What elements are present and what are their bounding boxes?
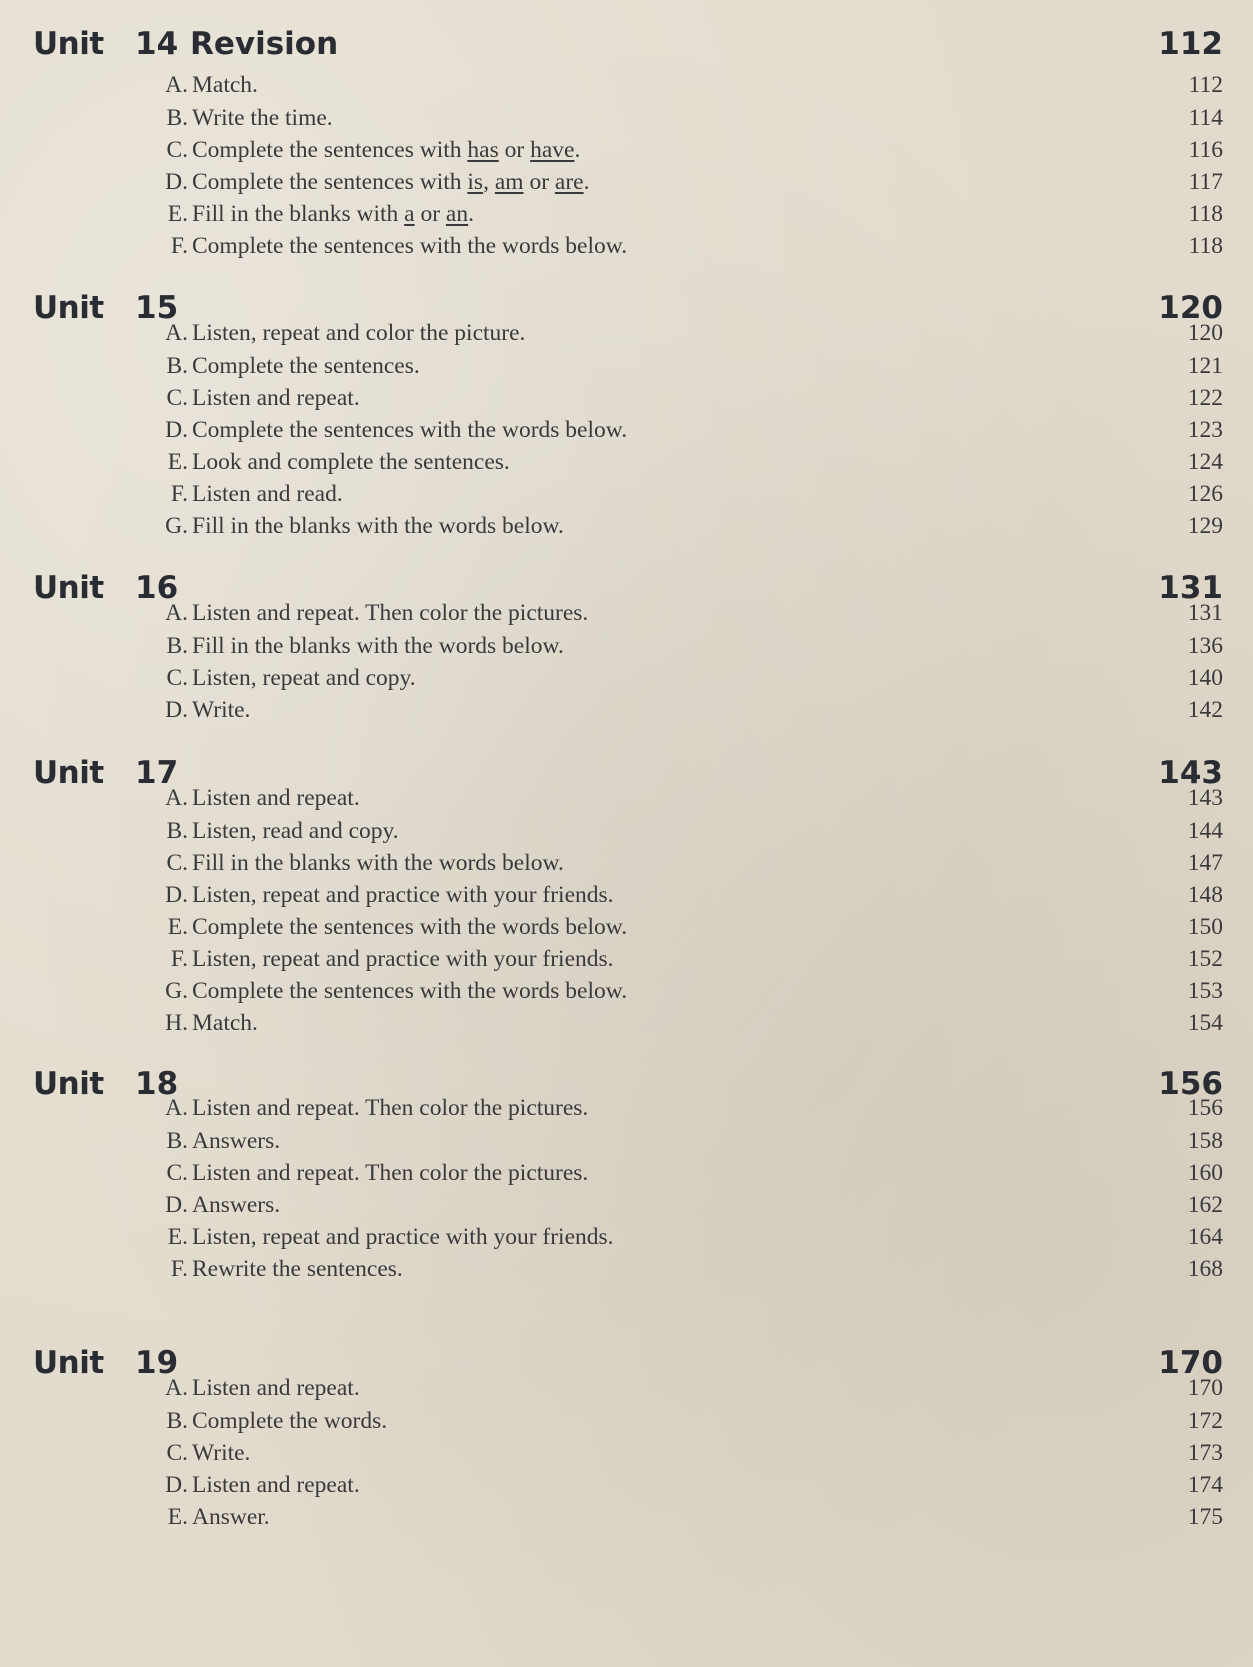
entry-text: Listen, repeat and practice with your friends.	[192, 882, 614, 908]
unit-number: 14	[135, 26, 179, 62]
entry-page-number: 156	[1187, 1095, 1223, 1121]
entry-text-part: or	[498, 137, 531, 163]
entry-text: Complete the sentences with the words below.	[192, 978, 628, 1004]
entry-page-number: 131	[1187, 600, 1223, 626]
unit-heading	[0, 26, 1253, 70]
entry-letter: D.	[165, 697, 188, 723]
entry-text-part: ,	[483, 169, 495, 195]
entry-letter: D.	[165, 1192, 188, 1218]
entry-letter: C.	[166, 1440, 188, 1466]
unit-page-number: 112	[1158, 26, 1223, 62]
entry-letter: C.	[166, 385, 188, 411]
entry-page-number: 147	[1187, 850, 1223, 876]
entry-page-number: 153	[1187, 978, 1223, 1004]
unit-number: 16	[135, 570, 179, 606]
entry-letter: E.	[167, 449, 188, 475]
entry-text-part: .	[583, 169, 590, 195]
entry-letter: B.	[166, 353, 188, 379]
entry-text: Fill in the blanks with the words below.	[192, 633, 564, 659]
entry-letter: C.	[166, 850, 188, 876]
entry-letter: D.	[165, 1472, 188, 1498]
entry-page-number: 160	[1187, 1160, 1223, 1186]
contents-entry	[0, 385, 1253, 417]
entry-text: Answers.	[192, 1192, 281, 1218]
entry-text: Rewrite the sentences.	[192, 1256, 403, 1282]
unit-label: Unit	[33, 755, 104, 791]
entry-text: Listen and repeat.	[192, 1472, 360, 1498]
unit-title: Revision	[190, 26, 339, 62]
entry-letter: G.	[165, 513, 188, 539]
entry-text-part: Complete the sentences with	[192, 137, 468, 163]
contents-entry	[0, 1375, 1253, 1407]
entry-letter: H.	[165, 1010, 188, 1036]
entry-page-number: 114	[1188, 105, 1223, 131]
entry-page-number: 136	[1187, 633, 1223, 659]
entry-letter: B.	[166, 1128, 188, 1154]
unit-label: Unit	[33, 570, 104, 606]
contents-entry	[0, 1256, 1253, 1288]
entry-text-part: .	[574, 137, 581, 163]
entry-text: Write the time.	[192, 105, 333, 131]
underlined-word: have	[530, 137, 575, 163]
entry-text: Listen and repeat. Then color the pictures.	[192, 600, 589, 626]
entry-text: Complete the words.	[192, 1408, 388, 1434]
entry-text: Listen and repeat. Then color the pictures.	[192, 1095, 589, 1121]
entry-letter: D.	[165, 882, 188, 908]
entry-text: Listen, repeat and practice with your friends.	[192, 946, 614, 972]
entry-letter: A.	[165, 785, 188, 811]
entry-page-number: 148	[1187, 882, 1223, 908]
entry-text: Look and complete the sentences.	[192, 449, 510, 475]
unit-page-number: 120	[1158, 290, 1223, 326]
contents-entry	[0, 137, 1253, 169]
entry-letter: B.	[166, 633, 188, 659]
contents-entry	[0, 633, 1253, 665]
entry-page-number: 123	[1187, 417, 1223, 443]
entry-text: Complete the sentences with the words below.	[192, 233, 628, 259]
entry-text: Complete the sentences with the words below.	[192, 914, 628, 940]
entry-text: Listen and repeat.	[192, 785, 360, 811]
entry-page-number: 124	[1187, 449, 1223, 475]
entry-page-number: 118	[1188, 233, 1223, 259]
entry-text: Match.	[192, 72, 258, 98]
contents-entry	[0, 697, 1253, 729]
unit-page-number: 143	[1158, 755, 1223, 791]
contents-entry	[0, 785, 1253, 817]
contents-entry	[0, 818, 1253, 850]
underlined-word: an	[445, 201, 469, 227]
entry-text	[192, 137, 580, 164]
entry-text: Fill in the blanks with the words below.	[192, 513, 564, 539]
entry-text: Listen, repeat and practice with your friends.	[192, 1224, 614, 1250]
entry-letter: F.	[170, 946, 188, 972]
unit-number: 15	[135, 290, 179, 326]
contents-entry	[0, 882, 1253, 914]
entry-text: Write.	[192, 697, 251, 723]
entry-page-number: 173	[1187, 1440, 1223, 1466]
underlined-word: are	[554, 169, 584, 195]
entry-text: Answers.	[192, 1128, 281, 1154]
entry-page-number: 172	[1187, 1408, 1223, 1434]
contents-entry	[0, 1128, 1253, 1160]
entry-page-number: 126	[1187, 481, 1223, 507]
entry-letter: F.	[170, 233, 188, 259]
entry-text-part: .	[468, 201, 474, 227]
contents-entry	[0, 600, 1253, 632]
unit-label: Unit	[33, 1345, 104, 1381]
entry-text: Answer.	[192, 1504, 270, 1530]
entry-text: Complete the sentences.	[192, 353, 420, 379]
entry-letter: F.	[170, 481, 188, 507]
contents-entry	[0, 417, 1253, 449]
contents-entry	[0, 665, 1253, 697]
entry-page-number: 143	[1187, 785, 1223, 811]
contents-entry	[0, 169, 1253, 201]
entry-page-number: 158	[1187, 1128, 1223, 1154]
entry-page-number: 175	[1187, 1504, 1223, 1530]
entry-letter: A.	[165, 320, 188, 346]
contents-entry	[0, 1095, 1253, 1127]
contents-entry	[0, 72, 1253, 104]
contents-entry	[0, 914, 1253, 946]
entry-page-number: 142	[1187, 697, 1223, 723]
entry-page-number: 150	[1187, 914, 1223, 940]
contents-entry	[0, 1440, 1253, 1472]
contents-entry	[0, 481, 1253, 513]
entry-page-number: 122	[1187, 385, 1223, 411]
contents-entry	[0, 1472, 1253, 1504]
entry-page-number: 168	[1187, 1256, 1223, 1282]
entry-letter: D.	[165, 169, 188, 195]
entry-letter: A.	[165, 1095, 188, 1121]
entry-text: Listen and repeat.	[192, 385, 360, 411]
entry-page-number: 140	[1187, 665, 1223, 691]
entry-page-number: 117	[1188, 169, 1223, 195]
entry-page-number: 129	[1187, 513, 1223, 539]
unit-page-number: 156	[1158, 1066, 1223, 1102]
contents-entry	[0, 1504, 1253, 1536]
entry-page-number: 170	[1187, 1375, 1223, 1401]
contents-entry	[0, 1010, 1253, 1042]
entry-letter: A.	[165, 1375, 188, 1401]
entry-page-number: 120	[1187, 320, 1223, 346]
unit-label: Unit	[33, 290, 104, 326]
entry-text: Listen and repeat. Then color the pictures.	[192, 1160, 589, 1186]
entry-letter: D.	[165, 417, 188, 443]
entry-page-number: 144	[1187, 818, 1223, 844]
entry-letter: C.	[166, 137, 188, 163]
entry-letter: C.	[166, 665, 188, 691]
entry-letter: C.	[166, 1160, 188, 1186]
entry-text: Listen and read.	[192, 481, 343, 507]
entry-letter: A.	[165, 600, 188, 626]
contents-entry	[0, 233, 1253, 265]
underlined-word: has	[467, 137, 499, 163]
contents-entry	[0, 978, 1253, 1010]
entry-page-number: 112	[1188, 72, 1223, 98]
unit-page-number: 131	[1158, 570, 1223, 606]
entry-text	[192, 201, 474, 228]
entry-page-number: 152	[1187, 946, 1223, 972]
entry-letter: E.	[167, 1224, 188, 1250]
contents-entry	[0, 1224, 1253, 1256]
unit-number: 18	[135, 1066, 179, 1102]
entry-text: Listen, repeat and copy.	[192, 665, 416, 691]
entry-text: Listen, repeat and color the picture.	[192, 320, 526, 346]
entry-text: Match.	[192, 1010, 258, 1036]
contents-entry	[0, 353, 1253, 385]
entry-letter: F.	[170, 1256, 188, 1282]
underlined-word: is	[467, 169, 484, 195]
entry-page-number: 164	[1187, 1224, 1223, 1250]
contents-entry	[0, 850, 1253, 882]
contents-entry	[0, 1160, 1253, 1192]
entry-letter: G.	[165, 978, 188, 1004]
entry-page-number: 154	[1187, 1010, 1223, 1036]
entry-page-number: 121	[1187, 353, 1223, 379]
entry-letter: A.	[165, 72, 188, 98]
entry-text: Complete the sentences with the words below.	[192, 417, 628, 443]
entry-letter: B.	[166, 1408, 188, 1434]
entry-letter: E.	[167, 914, 188, 940]
entry-text: Fill in the blanks with the words below.	[192, 850, 564, 876]
unit-label: Unit	[33, 26, 104, 62]
entry-page-number: 162	[1187, 1192, 1223, 1218]
entry-letter: B.	[166, 105, 188, 131]
contents-entry	[0, 449, 1253, 481]
entry-text-part: or	[523, 169, 555, 195]
unit-number: 19	[135, 1345, 179, 1381]
entry-letter: E.	[167, 201, 188, 227]
contents-entry	[0, 201, 1253, 233]
contents-entry	[0, 105, 1253, 137]
contents-entry	[0, 1192, 1253, 1224]
unit-page-number: 170	[1158, 1345, 1223, 1381]
contents-entry	[0, 946, 1253, 978]
contents-entry	[0, 513, 1253, 545]
entry-text-part: or	[414, 201, 446, 227]
entry-text	[192, 169, 589, 196]
entry-page-number: 118	[1188, 201, 1223, 227]
entry-text-part: Fill in the blanks with	[192, 201, 405, 227]
unit-number: 17	[135, 755, 179, 791]
entry-page-number: 174	[1187, 1472, 1223, 1498]
contents-entry	[0, 1408, 1253, 1440]
unit-label: Unit	[33, 1066, 104, 1102]
contents-entry	[0, 320, 1253, 352]
underlined-word: a	[404, 201, 415, 227]
entry-text-part: Complete the sentences with	[192, 169, 468, 195]
entry-letter: E.	[167, 1504, 188, 1530]
entry-text: Listen, read and copy.	[192, 818, 399, 844]
entry-page-number: 116	[1188, 137, 1223, 163]
entry-letter: B.	[166, 818, 188, 844]
underlined-word: am	[494, 169, 524, 195]
entry-text: Listen and repeat.	[192, 1375, 360, 1401]
entry-text: Write.	[192, 1440, 251, 1466]
